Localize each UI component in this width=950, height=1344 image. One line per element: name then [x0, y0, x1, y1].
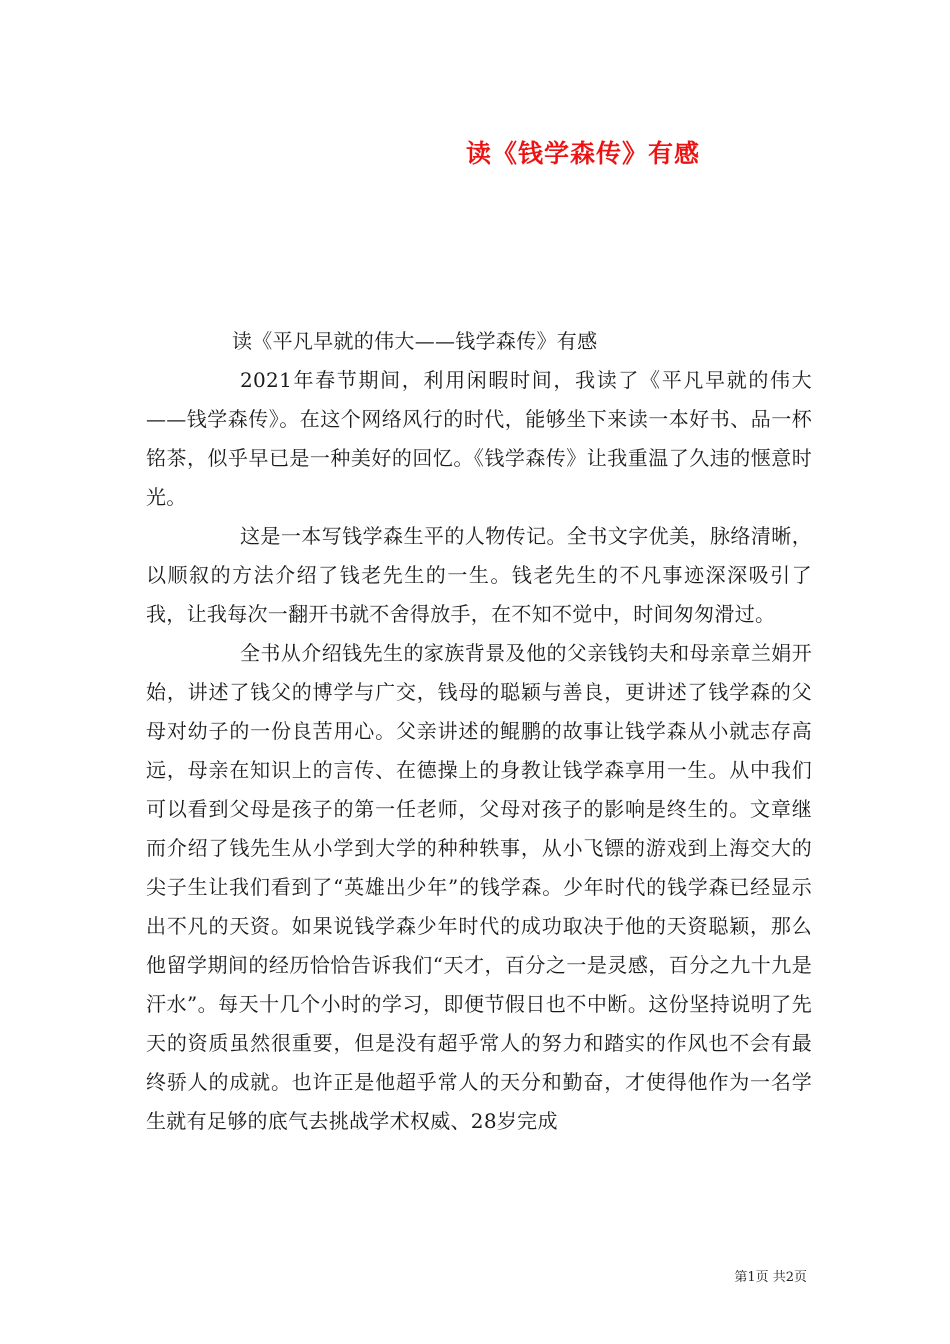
document-subtitle: 读《平凡早就的伟大——钱学森传》有感 [232, 329, 598, 353]
document-title: 读《钱学森传》有感 [465, 139, 700, 168]
paragraph-1: 2021年春节期间，利用闲暇时间，我读了《平凡早就的伟大——钱学森传》。在这个网络风行的时代，能够坐下来读一本好书、品一杯铭茶，似乎早已是一种美好的回忆。《钱学森传》让我重温了久违的惬意时光。 [146, 368, 812, 509]
page-footer: 第1页 共2页 [734, 1270, 807, 1285]
paragraph-3: 全书从介绍钱先生的家族背景及他的父亲钱钧夫和母亲章兰娟开始，讲述了钱父的博学与广交，钱母的聪颖与善良，更讲述了钱学森的父母对幼子的一份良苦用心。父亲讲述的鲲鹏的故事让钱学森从小就志存高远，母亲在知识上的言传、在德操上的身教让钱学森享用一生。从中我们可以看到父母是孩子的第一任老师，父母对孩子的影响是终生的。文章继而介绍了钱先生从小学到大学的种种轶事，从小飞镖的游戏到上海交大的尖子生让我们看到了“英雄出少年”的钱学森。少年时代的钱学森已经显示出不凡的天资。如果说钱学森少年时代的成功取决于他的天资聪颖，那么他留学期间的经历恰恰告诉我们“天才，百分之一是灵感，百分之九十九是汗水”。每天十几个小时的学习，即便节假日也不中断。这份坚持说明了先天的资质虽然很重要，但是没有超乎常人的努力和踏实的作风也不会有最终骄人的成就。也许正是他超乎常人的天分和勤奋，才使得他作为一名学生就有足够的底气去挑战学术权威、28岁完成 [146, 641, 812, 1133]
document-body [146, 322, 812, 1141]
paragraph-2: 这是一本写钱学森生平的人物传记。全书文字优美，脉络清晰，以顺叙的方法介绍了钱老先生的一生。钱老先生的不凡事迹深深吸引了我，让我每次一翻开书就不舍得放手，在不知不觉中，时间匆匆滑过。 [146, 524, 812, 626]
